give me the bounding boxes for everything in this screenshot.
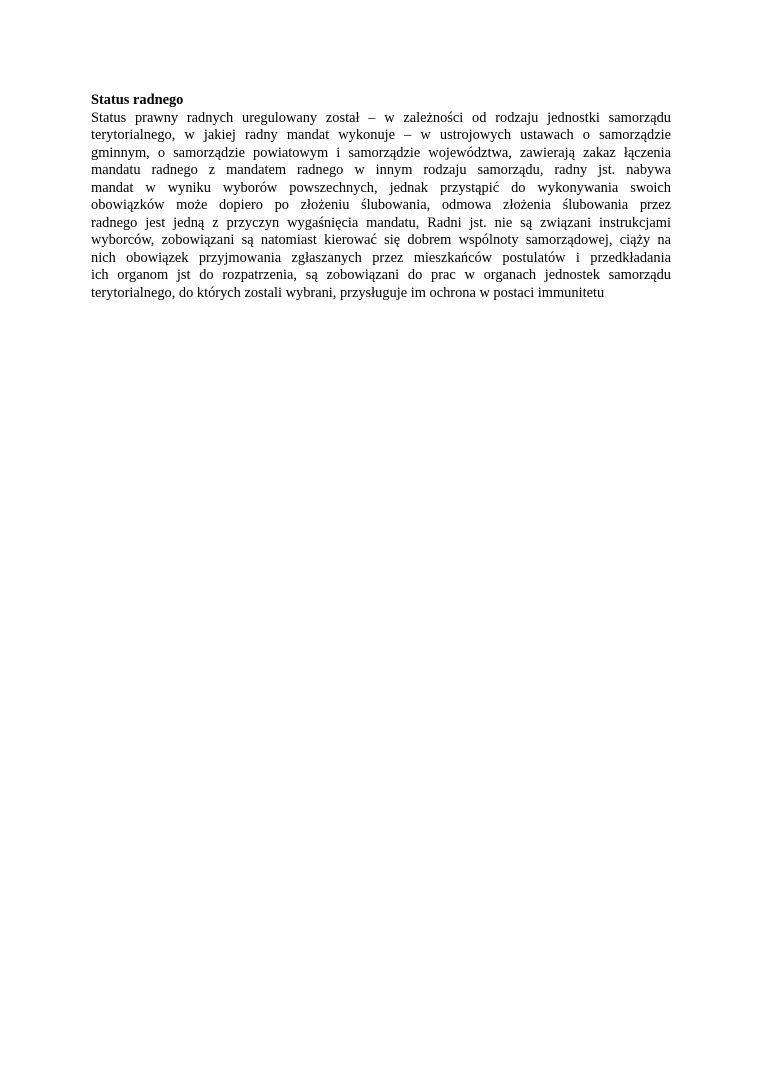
paragraph-line: Status prawny radnych uregulowany został – w zależności od rodzaju jednostki samorządu: [91, 109, 671, 126]
paragraph-line: gminnym, o samorządzie powiatowym i samorządzie województwa, zawierają zakaz łączenia: [91, 144, 671, 161]
paragraph-line: mandat w wyniku wyborów powszechnych, jednak przystąpić do wykonywania swoich: [91, 179, 671, 196]
paragraph-line: mandatu radnego z mandatem radnego w innym rodzaju samorządu, radny jst. nabywa: [91, 162, 671, 178]
body-paragraph: [91, 110, 671, 303]
paragraph-line: wyborców, zobowiązani są natomiast kierować się dobrem wspólnoty samorządowej, ciąży na: [91, 232, 671, 248]
section-heading: Status radnego: [91, 92, 184, 108]
paragraph-line: nich obowiązek przyjmowania zgłaszanych przez mieszkańców postulatów i przedkładania: [91, 249, 671, 266]
paragraph-line: ich organom jst do rozpatrzenia, są zobowiązani do prac w organach jednostek samorządu: [91, 267, 671, 283]
paragraph-line: terytorialnego, do których zostali wybrani, przysługuje im ochrona w postaci immunitetu: [91, 284, 605, 301]
paragraph-line: obowiązków może dopiero po złożeniu ślubowania, odmowa złożenia ślubowania przez: [91, 197, 671, 213]
document-body: [91, 92, 671, 302]
paragraph-line: radnego jest jedną z przyczyn wygaśnięcia mandatu, Radni jst. nie są związani instrukcjami: [91, 214, 671, 231]
paragraph-line: terytorialnego, w jakiej radny mandat wykonuje – w ustrojowych ustawach o samorządzie: [91, 127, 671, 143]
